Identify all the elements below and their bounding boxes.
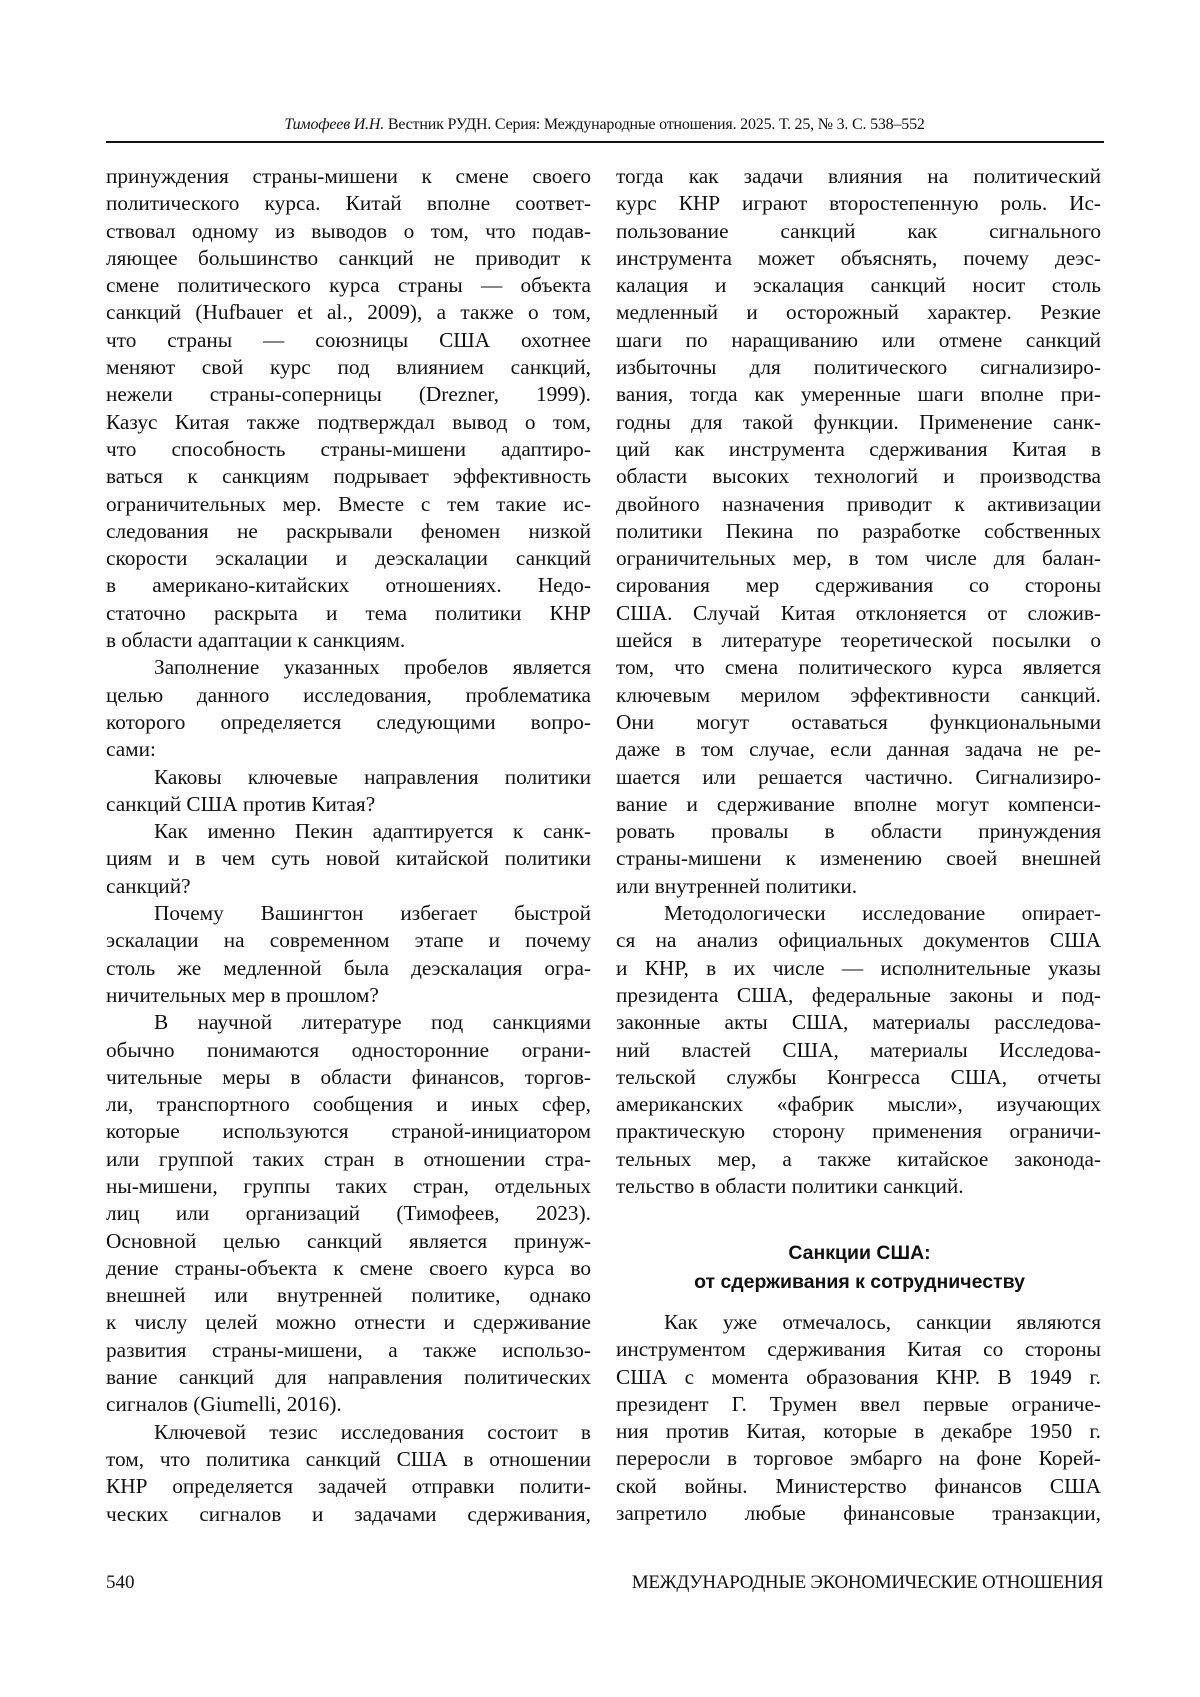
header-author: Тимофеев И.Н. xyxy=(284,116,384,133)
text-line: КНР определяется задачей отправки полити- xyxy=(106,1473,591,1500)
paragraph xyxy=(106,163,591,654)
text-line: которые используются страной-инициатором xyxy=(106,1118,591,1145)
text-line: Основной целью санкций является принуж- xyxy=(106,1228,591,1255)
text-line: курс КНР играют второстепенную роль. Ис- xyxy=(616,190,1101,217)
text-line: страны-мишени к изменению своей внешней xyxy=(616,845,1101,872)
paragraph xyxy=(106,1419,591,1528)
text-line: ся на анализ официальных документов США xyxy=(616,927,1101,954)
text-line: Ключевой тезис исследования состоит в xyxy=(106,1419,591,1446)
text-line: в американо-китайских отношениях. Недо- xyxy=(106,572,591,599)
text-line: вание и сдерживание вполне могут компенси- xyxy=(616,791,1101,818)
text-line: нежели страны-соперницы (Drezner, 1999). xyxy=(106,381,591,408)
text-line: сами: xyxy=(106,736,591,763)
text-line: циям и в чем суть новой китайской политики xyxy=(106,845,591,872)
text-line: ничительных мер в прошлом? xyxy=(106,982,591,1009)
text-line: избыточны для политического сигнализиро- xyxy=(616,354,1101,381)
text-line: В научной литературе под санкциями xyxy=(106,1009,591,1036)
text-line: обычно понимаются односторонние ограни- xyxy=(106,1037,591,1064)
running-header xyxy=(106,114,1103,136)
text-line: которого определяется следующими вопро- xyxy=(106,709,591,736)
text-line: шаги по наращиванию или отмене санкций xyxy=(616,327,1101,354)
text-line: президент Г. Трумен ввел первые ограниче- xyxy=(616,1391,1101,1418)
paragraph xyxy=(106,900,591,1009)
text-line: инструмента может объяснять, почему деэс- xyxy=(616,245,1101,272)
text-line: сирования мер сдерживания со стороны xyxy=(616,572,1101,599)
text-line: Казус Китая также подтверждал вывод о том, xyxy=(106,409,591,436)
text-line: Как уже отмечалось, санкции являются xyxy=(616,1309,1101,1336)
text-line: области высоких технологий и производства xyxy=(616,463,1101,490)
text-line: ляющее большинство санкций не приводит к xyxy=(106,245,591,272)
text-line: ключевым мерилом эффективности санкций. xyxy=(616,682,1101,709)
text-line: следования не раскрывали феномен низкой xyxy=(106,518,591,545)
text-line: политического курса. Китай вполне соответ- xyxy=(106,190,591,217)
text-line: принуждения страны-мишени к смене своего xyxy=(106,163,591,190)
text-line: запретило любые финансовые транзакции, xyxy=(616,1500,1101,1527)
text-line: ческих сигналов и задачами сдерживания, xyxy=(106,1501,591,1528)
text-line: целью данного исследования, проблематика xyxy=(106,682,591,709)
text-line: дение страны-объекта к смене своего курса во xyxy=(106,1255,591,1282)
text-line: санкций (Hufbauer et al., 2009), а также о том, xyxy=(106,299,591,326)
text-line: вание санкций для направления политических xyxy=(106,1364,591,1391)
text-line: или внутренней политики. xyxy=(616,873,1101,900)
text-line: ствовал одному из выводов о том, что подав- xyxy=(106,218,591,245)
text-line: шейся в литературе теоретической посылки о xyxy=(616,627,1101,654)
text-line: Они могут оставаться функциональными xyxy=(616,709,1101,736)
text-line: смене политического курса страны — объекта xyxy=(106,272,591,299)
text-line: меняют свой курс под влиянием санкций, xyxy=(106,354,591,381)
section-heading xyxy=(616,1239,1103,1297)
text-line: тогда как задачи влияния на политический xyxy=(616,163,1101,190)
right-column xyxy=(616,163,1101,1200)
text-line: практическую сторону применения ограничи- xyxy=(616,1118,1101,1145)
text-line: США с момента образования КНР. В 1949 г. xyxy=(616,1364,1101,1391)
text-line: тельской службы Конгресса США, отчеты xyxy=(616,1064,1101,1091)
text-line: что страны — союзницы США охотнее xyxy=(106,327,591,354)
text-line: ваться к санкциям подрывает эффективность xyxy=(106,463,591,490)
paragraph xyxy=(616,1309,1101,1527)
text-line: том, что политика санкций США в отношении xyxy=(106,1446,591,1473)
paragraph xyxy=(616,163,1101,900)
text-line: американских «фабрик мысли», изучающих xyxy=(616,1091,1101,1118)
text-line: калация и эскалация санкций носит столь xyxy=(616,272,1101,299)
paragraph xyxy=(616,900,1101,1200)
text-line: годны для такой функции. Применение санк- xyxy=(616,409,1101,436)
text-line: и КНР, в их числе — исполнительные указы xyxy=(616,955,1101,982)
text-line: Почему Вашингтон избегает быстрой xyxy=(106,900,591,927)
text-line: к числу целей можно отнести и сдерживание xyxy=(106,1309,591,1336)
header-rule xyxy=(106,141,1104,143)
text-line: президента США, федеральные законы и под- xyxy=(616,982,1101,1009)
text-line: ны-мишени, группы таких стран, отдельных xyxy=(106,1173,591,1200)
text-line: шается или решается частично. Сигнализиро- xyxy=(616,764,1101,791)
text-line: развития страны-мишени, а также использо- xyxy=(106,1337,591,1364)
text-line: чительные меры в области финансов, торгов- xyxy=(106,1064,591,1091)
header-citation: Вестник РУДН. Серия: Международные отношения. 2025. Т. 25, № 3. С. 538–552 xyxy=(388,116,925,133)
text-line: переросли в торговое эмбарго на фоне Корей- xyxy=(616,1445,1101,1472)
text-line: внешней или внутренней политике, однако xyxy=(106,1282,591,1309)
text-line: Каковы ключевые направления политики xyxy=(106,764,591,791)
text-line: что способность страны-мишени адаптиро- xyxy=(106,436,591,463)
text-line: скорости эскалации и деэскалации санкций xyxy=(106,545,591,572)
section-body xyxy=(616,1309,1101,1527)
left-column xyxy=(106,163,591,1528)
text-line: Методологически исследование опирает- xyxy=(616,900,1101,927)
text-line: вания, тогда как умеренные шаги вполне при- xyxy=(616,381,1101,408)
text-line: ний властей США, материалы Исследова- xyxy=(616,1037,1101,1064)
paragraph xyxy=(106,1009,591,1418)
text-line: в области адаптации к санкциям. xyxy=(106,627,591,654)
text-line: лиц или организаций (Тимофеев, 2023). xyxy=(106,1200,591,1227)
text-line: медленный и осторожный характер. Резкие xyxy=(616,299,1101,326)
text-line: столь же медленной была деэскалация огра- xyxy=(106,955,591,982)
text-line: инструментом сдерживания Китая со стороны xyxy=(616,1336,1101,1363)
text-line: ния против Китая, которые в декабре 1950 г. xyxy=(616,1418,1101,1445)
text-line: ограничительных мер. Вместе с тем такие ис- xyxy=(106,491,591,518)
page-number: 540 xyxy=(106,1570,135,1596)
text-line: политики Пекина по разработке собственных xyxy=(616,518,1101,545)
text-line: США. Случай Китая отклоняется от сложив- xyxy=(616,600,1101,627)
text-line: сигналов (Giumelli, 2016). xyxy=(106,1391,591,1418)
text-line: или группой таких стран в отношении стра- xyxy=(106,1146,591,1173)
text-line: ской войны. Министерство финансов США xyxy=(616,1473,1101,1500)
text-line: санкций? xyxy=(106,873,591,900)
text-line: двойного назначения приводит к активизации xyxy=(616,491,1101,518)
text-line: Заполнение указанных пробелов является xyxy=(106,654,591,681)
paragraph xyxy=(106,654,591,763)
text-line: статочно раскрыта и тема политики КНР xyxy=(106,600,591,627)
text-line: законные акты США, материалы расследова- xyxy=(616,1009,1101,1036)
text-line: санкций США против Китая? xyxy=(106,791,591,818)
text-line: даже в том случае, если данная задача не ре- xyxy=(616,736,1101,763)
footer-section-title: МЕЖДУНАРОДНЫЕ ЭКОНОМИЧЕСКИЕ ОТНОШЕНИЯ xyxy=(632,1570,1103,1596)
paragraph xyxy=(106,818,591,900)
text-line: пользование санкций как сигнального xyxy=(616,218,1101,245)
text-line: ций как инструмента сдерживания Китая в xyxy=(616,436,1101,463)
text-line: том, что смена политического курса является xyxy=(616,654,1101,681)
text-line: тельных мер, а также китайское законода- xyxy=(616,1146,1101,1173)
text-line: ровать провалы в области принуждения xyxy=(616,818,1101,845)
text-line: ограничительных мер, в том числе для балан- xyxy=(616,545,1101,572)
paragraph xyxy=(106,764,591,819)
section-heading-line1: Санкции США: xyxy=(616,1239,1103,1268)
section-heading-line2: от сдерживания к сотрудничеству xyxy=(616,1268,1103,1297)
text-line: ли, транспортного сообщения и иных сфер, xyxy=(106,1091,591,1118)
text-line: Как именно Пекин адаптируется к санк- xyxy=(106,818,591,845)
text-line: тельство в области политики санкций. xyxy=(616,1173,1101,1200)
text-line: эскалации на современном этапе и почему xyxy=(106,927,591,954)
